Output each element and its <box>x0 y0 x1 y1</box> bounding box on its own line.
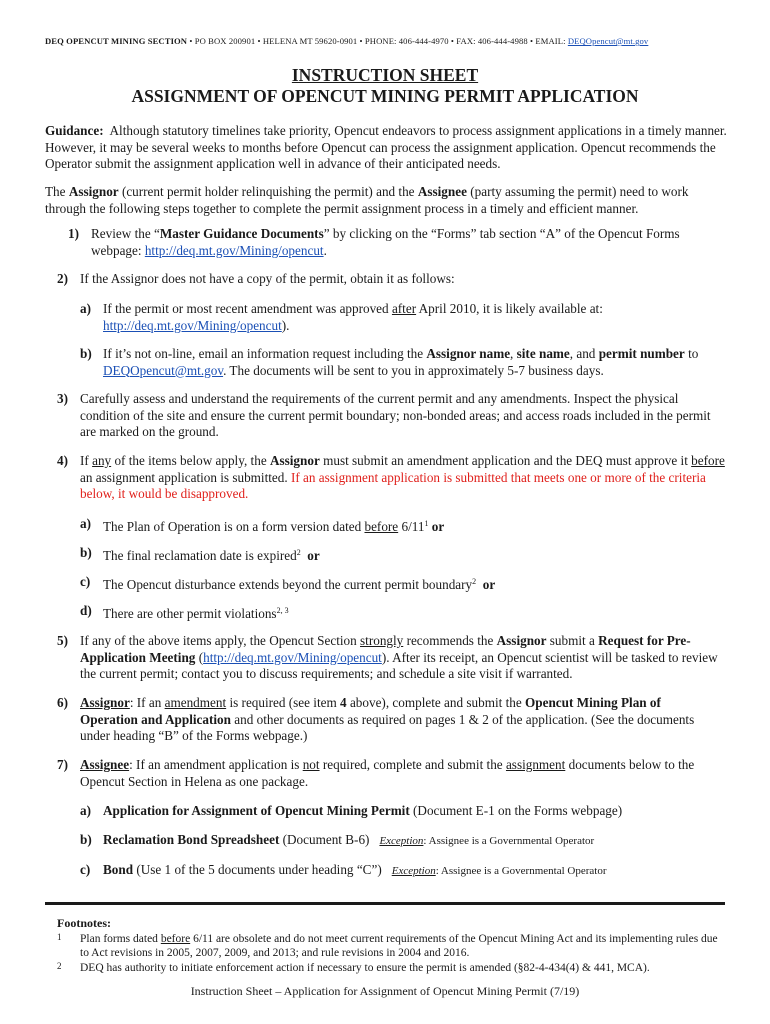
or-connector: or <box>307 548 320 563</box>
substep-letter: c) <box>80 574 91 589</box>
substep-letter: a) <box>80 803 91 818</box>
substep-letter: d) <box>80 603 92 618</box>
substep-letter: b) <box>80 346 92 361</box>
footnote-2: DEQ has authority to initiate enforcement action if necessary to ensure the permit is amended (§82-4-434(4) & 441, MCA). <box>80 962 650 974</box>
step-7a <box>103 803 723 820</box>
emphasis-amendment: amendment <box>164 695 227 710</box>
intro-text: (party assuming the permit) need to work through the following steps together to complete the permit assignment process in a timely and efficient manner. <box>45 184 689 216</box>
substep-letter: b) <box>80 832 92 847</box>
footnote-1 <box>80 932 720 960</box>
page-title: INSTRUCTION SHEET <box>291 65 479 85</box>
letterhead <box>45 36 735 46</box>
substep-letter: a) <box>80 516 91 531</box>
assignment-application-term: Application for Assignment of Opencut Mining Permit <box>103 803 410 818</box>
exception-label: Exception <box>391 865 436 877</box>
footnote-ref: 2 <box>472 577 477 586</box>
reclamation-bond-term: Reclamation Bond Spreadsheet <box>103 832 280 847</box>
assignor-term: Assignor <box>269 453 320 468</box>
step-4b <box>103 545 703 565</box>
emphasis-before: before <box>691 453 725 468</box>
or-connector: or <box>482 577 496 592</box>
intro-text: The <box>45 184 69 199</box>
exception-note <box>392 865 607 877</box>
or-connector: or <box>428 519 445 534</box>
intro-text: (current permit holder relinquishing the permit) and the <box>118 184 418 199</box>
email-link[interactable]: DEQOpencut@mt.gov <box>103 362 224 378</box>
org-name: DEQ OPENCUT MINING SECTION <box>45 36 188 46</box>
emphasis-strongly: strongly <box>360 633 404 648</box>
step-text: is required (see item <box>226 695 341 710</box>
step-4d <box>103 603 703 623</box>
footnotes-heading: Footnotes: <box>57 916 111 930</box>
substep-text: If it’s not on-line, email an information request including the <box>103 346 427 361</box>
step-text: Review the “ <box>91 226 160 241</box>
substep-letter: c) <box>80 862 91 877</box>
substep-text: . The documents will be sent to you in approximately 5-7 business days. <box>223 362 604 378</box>
substep-text: (Use 1 of the 5 documents under heading “C”) <box>133 862 382 877</box>
step-7 <box>80 757 730 790</box>
substep-text: The Opencut disturbance extends beyond the current permit boundary <box>103 577 473 592</box>
step-text: : If an <box>129 695 165 710</box>
substep-text: (Document B-6) <box>279 832 370 847</box>
emphasis-after: after <box>391 301 417 316</box>
substep-text: If the permit or most recent amendment was approved <box>103 301 392 316</box>
plan-of-operation-term: Opencut Mining Plan of Operation and Application <box>80 695 661 727</box>
substep-text: ). <box>281 317 290 333</box>
footnote-number: 2 <box>57 961 62 971</box>
step-1 <box>91 226 721 259</box>
footnote-divider <box>45 902 725 905</box>
footnote-text: 6/11 are obsolete and do not meet current requirements of the Opencut Mining Act and its implementing rules due to Act revisions in 2005, 2007, 2009, and 2013; and rule revisions in 2004 and 2016. <box>80 933 718 959</box>
step-text: . <box>323 242 327 258</box>
permit-number-term: permit number <box>598 346 685 361</box>
step-text: ( <box>195 649 204 665</box>
step-number: 7) <box>57 757 68 772</box>
substep-text: (Document E-1 on the Forms webpage) <box>409 803 623 818</box>
contact-info: • PO BOX 200901 • HELENA MT 59620-0901 • PHONE: 406-444-4970 • FAX: 406-444-4988 • EMAIL: <box>187 36 568 46</box>
step-7c <box>103 862 723 880</box>
step-3: Carefully assess and understand the requirements of the current permit and any amendments. Inspect the physical condition of the site and ensure the current permit boundary; non-bonded areas; and access roads included in the permit are marked on the ground. <box>80 391 711 439</box>
step-6 <box>80 695 720 745</box>
assignee-term: Assignee <box>417 184 467 199</box>
step-4 <box>80 453 725 503</box>
step-text: If any of the above items apply, the Opencut Section <box>80 633 361 648</box>
substep-letter: a) <box>80 301 91 316</box>
substep-letter: b) <box>80 545 92 560</box>
step-text: and other documents as required on pages 1 & 2 of the application. (See the documents under heading “B” of the Forms webpage.) <box>80 711 695 743</box>
step-number: 6) <box>57 695 68 710</box>
step-text: required, complete and submit the <box>319 757 506 772</box>
footnote-ref: 2, 3 <box>276 606 289 615</box>
step-text: documents below to the Opencut Section in Helena as one package. <box>80 757 695 789</box>
assignor-term: Assignor <box>68 184 119 199</box>
step-text: ” by clicking on the “Forms” tab section “A” of the Opencut Forms webpage: <box>91 226 680 258</box>
exception-text: : Assignee is a Governmental Operator <box>435 865 607 877</box>
emphasis-before: before <box>160 933 191 945</box>
step-text: above), complete and submit the <box>346 695 525 710</box>
step-number: 3) <box>57 391 68 406</box>
step-5 <box>80 633 728 683</box>
intro-paragraph <box>45 184 730 217</box>
step-text: : If an amendment application is <box>129 757 303 772</box>
substep-text: to <box>684 346 699 361</box>
step-number: 5) <box>57 633 68 648</box>
step-text: submit a <box>546 633 599 648</box>
step-4a <box>103 516 703 536</box>
guidance-text: Although statutory timelines take priority, Opencut endeavors to process assignment applications in a timely manner. However, it may be several weeks to months before Opencut can process the assignment application. Opencut recommends the Operator submit the assignment application well in advance of their anticipated needs. <box>45 123 727 171</box>
step-2: If the Assignor does not have a copy of the permit, obtain it as follows: <box>80 271 455 286</box>
assignor-term: Assignor <box>80 695 130 710</box>
guidance-label: Guidance: <box>45 123 104 138</box>
footnote-ref: 2 <box>296 548 301 557</box>
substep-text: 6/11 <box>398 519 425 534</box>
site-name-term: site name <box>516 346 570 361</box>
master-guidance-term: Master Guidance Documents <box>159 226 324 241</box>
step-number: 1) <box>68 226 79 241</box>
substep-text: The final reclamation date is expired <box>103 548 297 563</box>
emphasis-any: any <box>92 453 112 468</box>
item-reference: 4 <box>340 695 347 710</box>
emphasis-not: not <box>302 757 320 772</box>
disapproval-warning: If an assignment application is submitted that meets one or more of the criteria below, it would be disapproved. <box>80 469 706 501</box>
step-text: recommends the <box>403 633 497 648</box>
exception-text: : Assignee is a Governmental Operator <box>423 835 595 847</box>
step-text: If <box>80 453 93 468</box>
substep-text: , <box>510 346 517 361</box>
step-2a <box>103 301 723 334</box>
step-text: ). After its receipt, an Opencut scientist will be tasked to review the current permit; contact you to discuss requirements; and schedule a site visit if warranted. <box>80 649 718 681</box>
step-number: 2) <box>57 271 68 286</box>
step-text: must submit an amendment application and the DEQ must approve it <box>319 453 692 468</box>
email-link[interactable]: DEQOpencut@mt.gov <box>567 36 649 46</box>
assignor-term: Assignor <box>496 633 547 648</box>
step-7b <box>103 832 723 850</box>
footnote-ref: 1 <box>424 519 429 528</box>
substep-text: , and <box>569 346 599 361</box>
footnote-text: Plan forms dated <box>80 933 161 945</box>
assignor-name-term: Assignor name <box>426 346 511 361</box>
opencut-webpage-link[interactable]: http://deq.mt.gov/Mining/opencut <box>203 649 382 665</box>
page-footer: Instruction Sheet – Application for Assignment of Opencut Mining Permit (7/19) <box>190 984 580 998</box>
substep-text: April 2010, it is likely available at: <box>416 301 603 316</box>
pre-application-meeting-term: Request for Pre-Application Meeting <box>80 633 691 665</box>
bond-term: Bond <box>103 862 134 877</box>
step-text: of the items below apply, the <box>111 453 270 468</box>
footnote-number: 1 <box>57 932 62 942</box>
page-subtitle: ASSIGNMENT OF OPENCUT MINING PERMIT APPLICATION <box>131 86 639 106</box>
opencut-webpage-link[interactable]: http://deq.mt.gov/Mining/opencut <box>103 317 282 333</box>
exception-note <box>379 835 594 847</box>
emphasis-assignment: assignment <box>505 757 566 772</box>
substep-text: The Plan of Operation is on a form version dated <box>103 519 365 534</box>
guidance-paragraph <box>45 123 730 173</box>
emphasis-before: before <box>364 519 399 534</box>
step-4c <box>103 574 703 594</box>
step-text: an assignment application is submitted. <box>80 469 291 485</box>
assignee-term: Assignee <box>80 757 130 772</box>
exception-label: Exception <box>379 835 424 847</box>
step-number: 4) <box>57 453 68 468</box>
step-2b <box>103 346 728 379</box>
opencut-webpage-link[interactable]: http://deq.mt.gov/Mining/opencut <box>144 242 324 258</box>
substep-text: There are other permit violations <box>103 606 277 621</box>
